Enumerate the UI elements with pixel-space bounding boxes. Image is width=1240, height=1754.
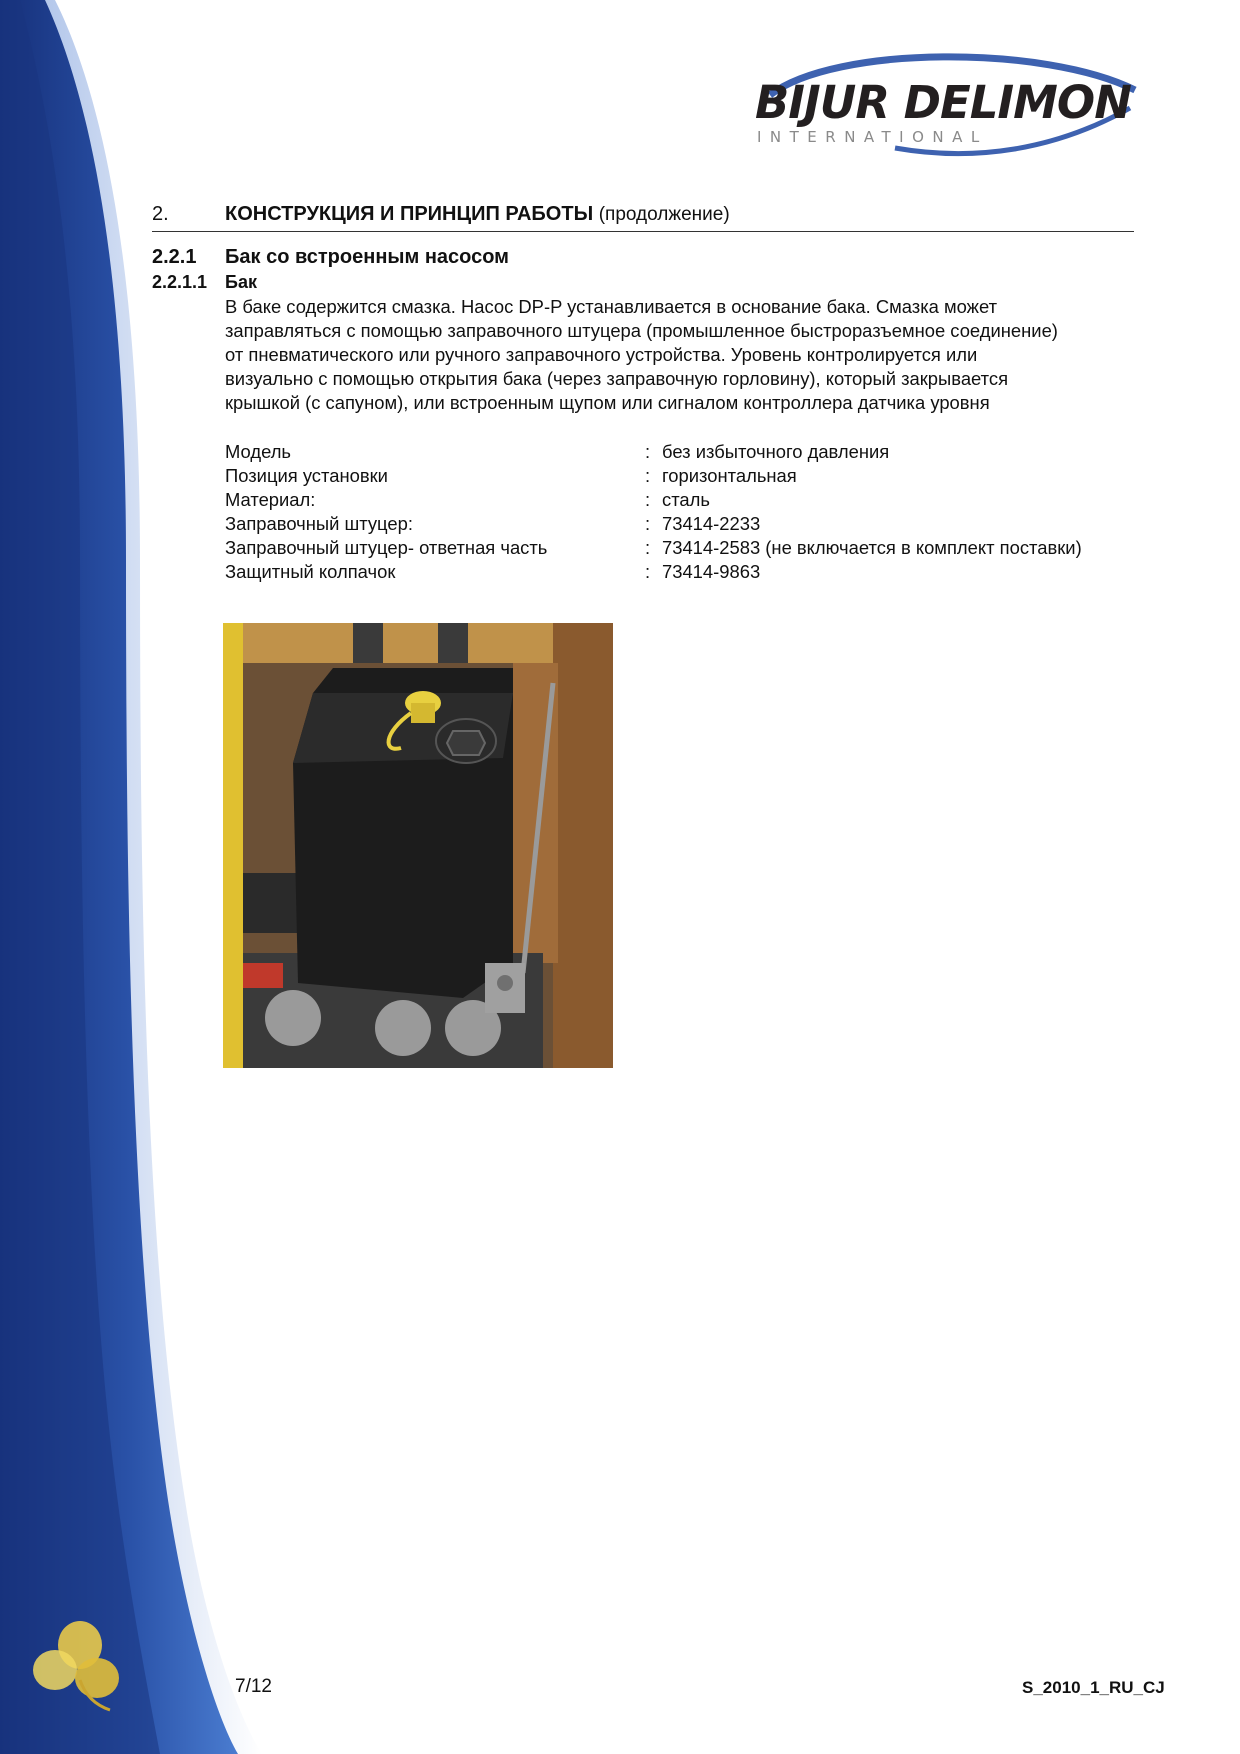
spec-row [225, 440, 1175, 464]
chapter-title [225, 203, 730, 226]
spec-value: 73414-2233 [662, 513, 761, 534]
spec-label: Позиция установки [225, 465, 388, 486]
spec-value: 73414-2583 (не включается в комплект поставки) [662, 537, 1082, 558]
spec-colon: : [645, 489, 651, 510]
spec-colon: : [645, 465, 651, 486]
spec-list [225, 440, 1175, 584]
chapter-title-text: КОНСТРУКЦИЯ И ПРИНЦИП РАБОТЫ [225, 203, 594, 225]
spec-label: Материал: [225, 489, 316, 510]
company-logo [745, 50, 1145, 160]
spec-colon: : [645, 513, 651, 534]
description-paragraph [225, 295, 1185, 415]
spec-label: Заправочный штуцер: [225, 513, 413, 534]
subsection-number: 2.2.1.1 [152, 272, 208, 292]
section-number: 2.2.1 [152, 246, 197, 268]
spec-row [225, 512, 1175, 536]
spec-colon: : [645, 441, 651, 462]
spec-label: Защитный колпачок [225, 561, 396, 582]
tank-photo [223, 623, 613, 1068]
spec-row [225, 560, 1175, 584]
logo-subtitle: INTERNATIONAL [757, 128, 988, 146]
clover-emblem-icon [25, 1610, 135, 1720]
chapter-continuation: (продолжение) [598, 204, 730, 225]
paragraph-line: крышкой (с сапуном), или встроенным щупом или сигналом контроллера датчика уровня [225, 392, 990, 413]
chapter-heading [152, 203, 1134, 232]
logo-wordmark: BIJUR DELIMON [755, 76, 1131, 129]
spec-colon: : [645, 537, 651, 558]
spec-label: Заправочный штуцер- ответная часть [225, 537, 548, 558]
section-title: Бак со встроенным насосом [225, 246, 509, 268]
page-number: 7/12 [235, 1676, 272, 1697]
chapter-number: 2. [152, 203, 169, 225]
spec-row [225, 536, 1175, 560]
spec-value: 73414-9863 [662, 561, 761, 582]
spec-row [225, 488, 1175, 512]
document-code: S_2010_1_RU_CJ [1022, 1678, 1165, 1697]
spec-value: горизонтальная [662, 465, 797, 486]
paragraph-line: заправляться с помощью заправочного штуцера (промышленное быстроразъемное соединение) [225, 320, 1058, 341]
spec-value: сталь [662, 489, 710, 510]
spec-row [225, 464, 1175, 488]
paragraph-line: В баке содержится смазка. Насос DP-P устанавливается в основание бака. Смазка может [225, 296, 998, 317]
spec-label: Модель [225, 441, 292, 462]
spec-value: без избыточного давления [662, 441, 890, 462]
subsection-title: Бак [225, 272, 257, 292]
paragraph-line: от пневматического или ручного заправочного устройства. Уровень контролируется или [225, 344, 978, 365]
paragraph-line: визуально с помощью открытия бака (через заправочную горловину), который закрывается [225, 368, 1009, 389]
spec-colon: : [645, 561, 651, 582]
